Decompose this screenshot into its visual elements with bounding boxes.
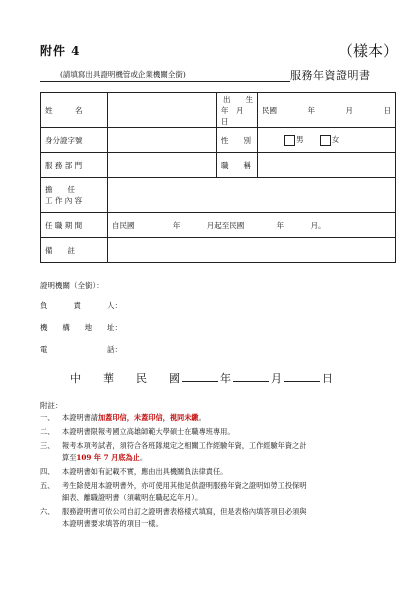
- month-blank[interactable]: [233, 371, 269, 382]
- notes-title: 附註：: [40, 401, 63, 410]
- certificate-form-table: [40, 92, 396, 263]
- id-label: 身分證字號: [41, 128, 108, 153]
- annex-label: 附件 4: [40, 44, 81, 58]
- row-dept: [41, 153, 396, 178]
- note-item: 本證明書要求填答的項目一樣。: [62, 519, 163, 528]
- note-item: 算至109 年 7 月底為止。: [62, 453, 148, 462]
- issue-date-line: 中 華 民 國 年 月 日: [70, 372, 333, 385]
- org-address-label: 機 構 地 址：: [40, 323, 122, 332]
- row-name: [41, 93, 396, 128]
- duty-label: 擔 任 工 作 內 容: [41, 178, 108, 213]
- note-item: 六、 服務證明書可依公司自訂之證明書表格樣式填寫，但是表格內填答項目必須與: [40, 507, 307, 516]
- note-item: 四、 本證明書如有記載不實，應由出具機關負法律責任。: [40, 467, 228, 476]
- position-label: 職 稱: [217, 153, 258, 178]
- note-item: 三、 報考本項考試者，須符合各班隊規定之相關工作經驗年資，工作經驗年資之計: [40, 441, 307, 450]
- remark-label: 備 註: [41, 238, 108, 263]
- issuer-note: (請填寫出具證明機管或企業機關全銜): [60, 70, 186, 79]
- sex-label: 性 別: [217, 128, 258, 153]
- period-field[interactable]: 自民國 年 月起至民國 年 月。: [108, 213, 396, 238]
- issuing-org-label: 證明機關（全銜）：: [40, 281, 104, 290]
- row-duty: [41, 178, 396, 213]
- dob-label: 出 生 年 月 日: [217, 93, 258, 128]
- dob-field[interactable]: 民國 年 月 日: [258, 93, 396, 128]
- name-field[interactable]: [108, 93, 217, 128]
- note-item: 細表、離職證明書（須載明在職起迄年月）。: [62, 493, 203, 502]
- year-blank[interactable]: [182, 371, 218, 382]
- id-field[interactable]: [108, 128, 217, 153]
- row-remark: [41, 238, 396, 263]
- dept-field[interactable]: [108, 153, 217, 178]
- sex-field: [258, 128, 396, 153]
- sex-female-checkbox[interactable]: 女: [320, 135, 340, 144]
- day-blank[interactable]: [284, 371, 320, 382]
- row-id: [41, 128, 396, 153]
- note-item: 二、 本證明書限報考國立高雄師範大學碩士在職專班專用。: [40, 427, 235, 436]
- duty-field[interactable]: [108, 178, 396, 213]
- position-field[interactable]: [258, 153, 396, 178]
- remark-field[interactable]: [108, 238, 396, 263]
- phone-label: 電 話：: [40, 345, 122, 354]
- sex-male-checkbox[interactable]: 男: [284, 135, 304, 144]
- period-label: 任 職 期 間: [41, 213, 108, 238]
- note-item: 一、 本證明書請加蓋印信，未蓋印信，視同未繳。: [40, 413, 206, 422]
- name-label: 姓 名: [41, 93, 108, 128]
- dept-label: 服 務 部 門: [41, 153, 108, 178]
- page-title: 服務年資證明書: [290, 69, 371, 82]
- responsible-person-label: 負 責 人：: [40, 301, 122, 310]
- sample-label: （樣本）: [338, 42, 399, 60]
- note-item: 五、 考生除使用本證明書外，亦可使用其他足供證明服務年資之證明如勞工投保明: [40, 481, 307, 490]
- row-period: [41, 213, 396, 238]
